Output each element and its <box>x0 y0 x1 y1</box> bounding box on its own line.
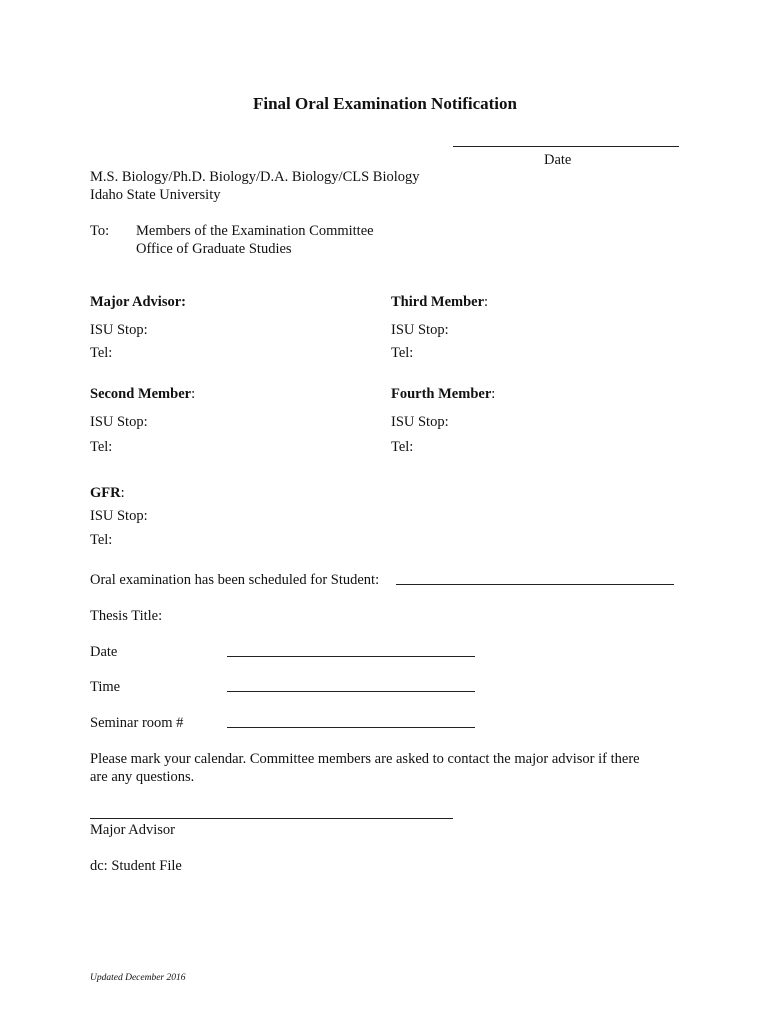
third-member-heading: Third Member: <box>391 294 489 310</box>
date-signature-line[interactable] <box>453 146 679 147</box>
fourth-member-tel: Tel: <box>391 439 414 455</box>
exam-date-label: Date <box>90 644 118 660</box>
signature-label: Major Advisor <box>90 822 175 838</box>
third-member-tel: Tel: <box>391 345 414 361</box>
seminar-room-label: Seminar room # <box>90 715 184 731</box>
second-member-heading: Second Member: <box>90 386 196 402</box>
gfr-isu-stop: ISU Stop: <box>90 508 148 524</box>
scheduled-student-label: Oral examination has been scheduled for Student: <box>90 572 380 588</box>
second-member-tel: Tel: <box>90 439 113 455</box>
calendar-notice-line-1: Please mark your calendar. Committee members are asked to contact the major advisor if there <box>90 751 640 767</box>
gfr-tel: Tel: <box>90 532 113 548</box>
third-member-isu-stop: ISU Stop: <box>391 322 449 338</box>
second-member-isu-stop: ISU Stop: <box>90 414 148 430</box>
thesis-title-label: Thesis Title: <box>90 608 163 624</box>
to-label: To: <box>90 223 110 239</box>
exam-time-line[interactable] <box>227 691 475 692</box>
seminar-room-line[interactable] <box>227 727 475 728</box>
advisor-signature-line[interactable] <box>90 818 453 819</box>
major-advisor-isu-stop: ISU Stop: <box>90 322 148 338</box>
major-advisor-heading: Major Advisor: <box>90 294 186 310</box>
recipient-graduate-studies: Office of Graduate Studies <box>136 241 292 257</box>
fourth-member-heading: Fourth Member: <box>391 386 496 402</box>
program-line: M.S. Biology/Ph.D. Biology/D.A. Biology/CLS Biology <box>90 169 420 185</box>
date-label: Date <box>544 152 572 168</box>
gfr-heading: GFR: <box>90 485 125 501</box>
exam-date-line[interactable] <box>227 656 475 657</box>
university-line: Idaho State University <box>90 187 221 203</box>
footer-updated: Updated December 2016 <box>90 973 186 983</box>
cc-line: dc: Student File <box>90 858 182 874</box>
page-title: Final Oral Examination Notification <box>253 94 517 113</box>
fourth-member-isu-stop: ISU Stop: <box>391 414 449 430</box>
calendar-notice-line-2: are any questions. <box>90 769 195 785</box>
exam-time-label: Time <box>90 679 121 695</box>
student-name-line[interactable] <box>396 584 674 585</box>
recipient-committee: Members of the Examination Committee <box>136 223 374 239</box>
major-advisor-tel: Tel: <box>90 345 113 361</box>
